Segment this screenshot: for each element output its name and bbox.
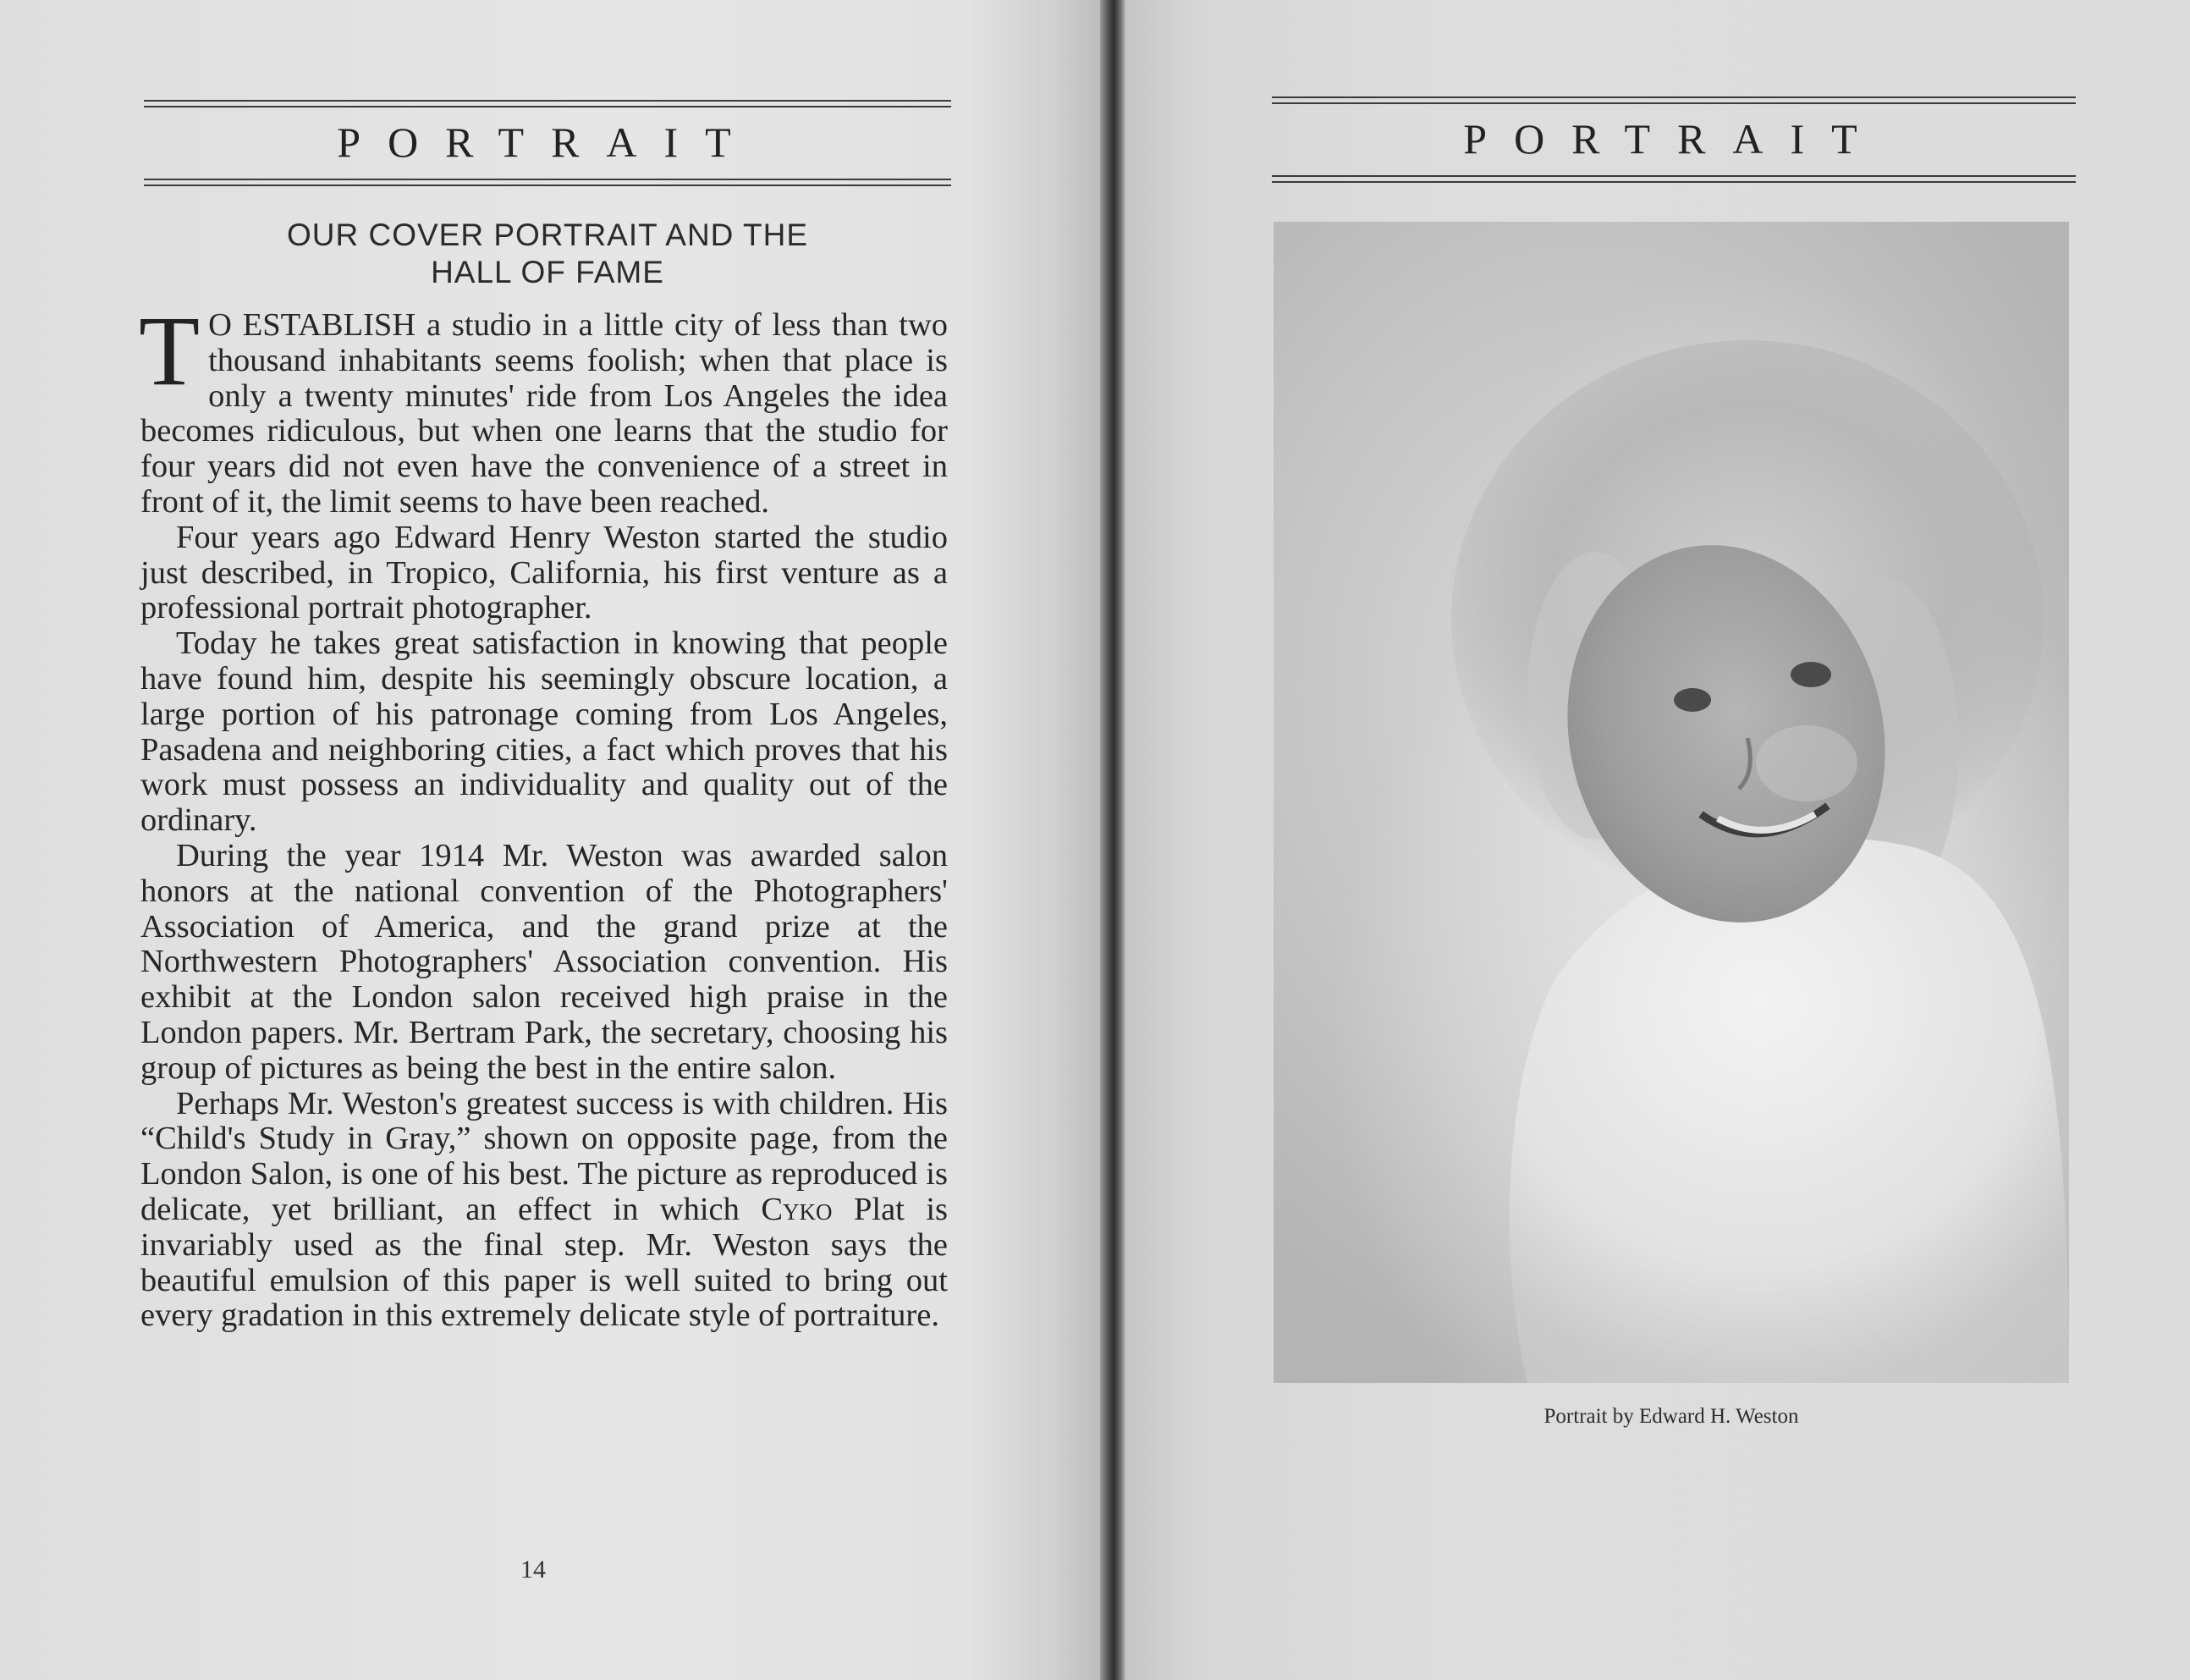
child-portrait-image [1274, 222, 2069, 1383]
header-rule-bottom [1272, 175, 2076, 183]
paragraph-2: Four years ago Edward Henry Weston started the studio just described, in Tropico, California, his first venture as a professional portrait photographer. [140, 519, 948, 626]
paragraph-3: Today he takes great satisfaction in knowing that people have found him, despite his seemingly obscure location, a large portion of his patronage coming from Los Angeles, Pasadena and neighboring cities, a fact which proves that his work must possess an individuality and quality out of the ordinary. [140, 625, 948, 839]
article-title [144, 217, 951, 291]
book-gutter [1100, 0, 1125, 1680]
brand-name: Cyko [761, 1191, 833, 1227]
paragraph-5-text-a: Perhaps Mr. Weston's greatest success is with children. His “Child's Study in Gray,” shown on opposite page, from the London Salon, is one of his best. The picture as reproduced is delicate, yet brilliant, an effect in which [140, 1085, 948, 1227]
right-page [1125, 0, 2190, 1680]
page-number: 14 [520, 1556, 546, 1584]
paragraph-1-text: O ESTABLISH a studio in a little city of less than two thousand inhabitants seems foolish; when that place is only a twenty minutes' ride from Los Angeles the idea becomes ridiculous, but when one learns that the studio for four years did not even have the convenience of a street in front of it, the limit seems to have been reached. [140, 307, 948, 520]
left-running-header [144, 100, 951, 186]
paragraph-5 [140, 1087, 948, 1335]
article-title-line-2: HALL OF FAME [431, 255, 664, 289]
header-rule-top [1272, 96, 2076, 104]
paragraph-4: During the year 1914 Mr. Weston was awarded salon honors at the national convention of the Photographers' Association of America, and the grand prize at the Northwestern Photographers' Association convention. His exhibit at the London salon received high praise in the London papers. Mr. Bertram Park, the secretary, choosing his group of pictures as being the best in the entire salon. [140, 837, 948, 1086]
running-head-title: PORTRAIT [337, 118, 758, 166]
header-rule-bottom [144, 179, 951, 186]
article-body [139, 295, 948, 1334]
running-head-title: PORTRAIT [1463, 115, 1885, 162]
paragraph-1 [139, 295, 948, 521]
article-title-line-1: OUR COVER PORTRAIT AND THE [286, 218, 809, 252]
right-running-header [1272, 96, 2076, 183]
drop-cap: T [139, 295, 201, 406]
header-rule-top [144, 100, 951, 107]
paragraph-5-text-b: Plat is invariably used as the final step. Mr. Weston says the beautiful emulsion of this paper is well suited to bring out every gradation in this extremely delicate style of portraiture. [140, 1191, 948, 1334]
child-portrait-photo [1274, 222, 2069, 1383]
photo-caption: Portrait by Edward H. Weston [1543, 1405, 1799, 1428]
